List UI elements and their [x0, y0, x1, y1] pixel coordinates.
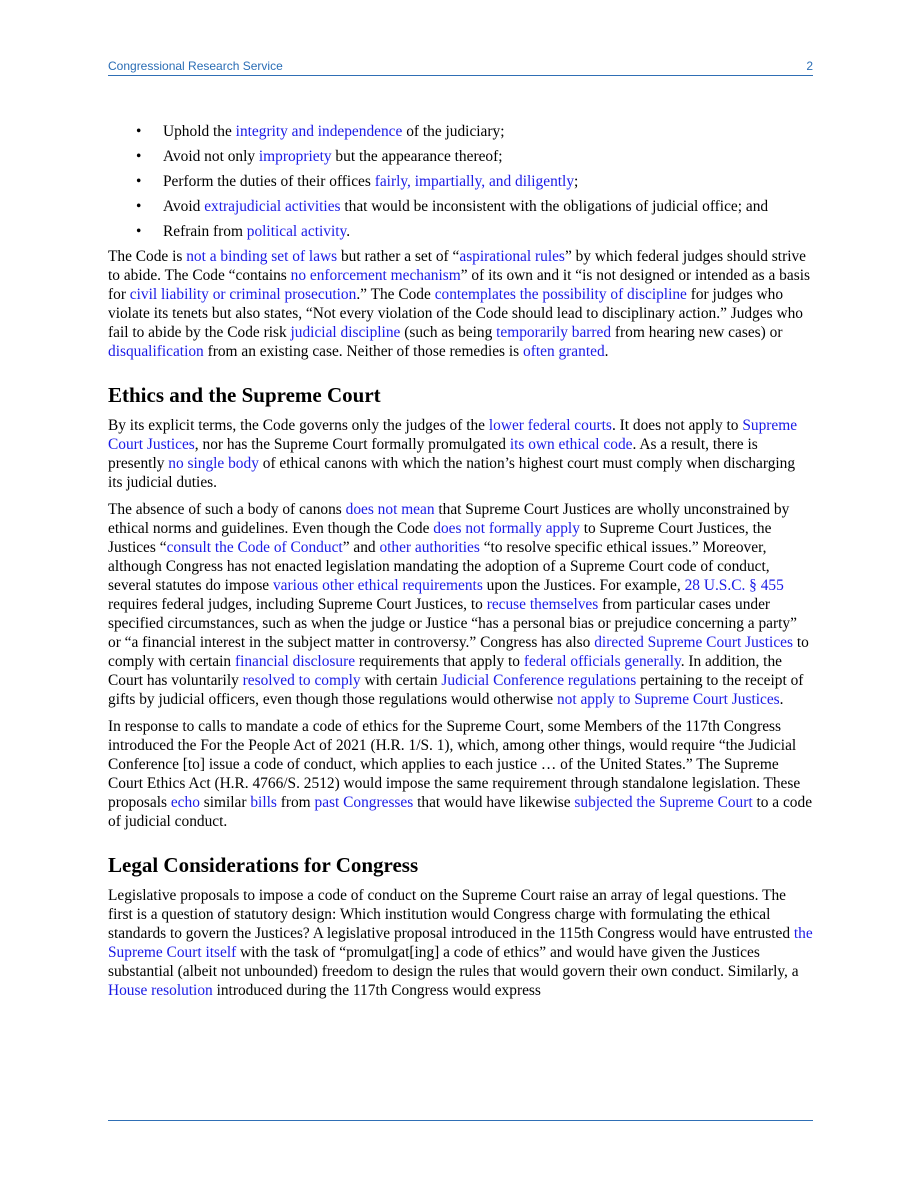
- paragraph: [108, 886, 813, 1000]
- bullet-item: [108, 222, 813, 241]
- hyperlink[interactable]: directed Supreme Court Justices: [594, 634, 793, 651]
- paragraph: [108, 500, 813, 709]
- text-run: ” and: [342, 539, 380, 556]
- sections: [108, 247, 813, 1000]
- text-run: but rather a set of “: [337, 248, 460, 265]
- text-run: .: [346, 223, 351, 240]
- hyperlink[interactable]: civil liability or criminal prosecution: [129, 286, 357, 303]
- hyperlink[interactable]: various other ethical requirements: [272, 577, 483, 594]
- text-run: introduced during the 117th Congress would express: [212, 982, 541, 999]
- hyperlink[interactable]: its own ethical code: [509, 436, 633, 453]
- hyperlink[interactable]: lower federal courts: [488, 417, 612, 434]
- bullet-item: [108, 122, 813, 141]
- text-run: to Supreme Court Justices, the Justices “: [108, 520, 772, 556]
- text-run: requirements that apply to: [355, 653, 524, 670]
- hyperlink[interactable]: no single body: [168, 455, 259, 472]
- text-run: to comply with certain: [108, 634, 809, 670]
- text-run: .: [779, 691, 784, 708]
- text-run: . In addition, the Court has voluntarily: [108, 653, 782, 689]
- text-run: ” of its own and it “is not designed or intended as a basis for: [108, 267, 810, 303]
- hyperlink[interactable]: echo: [170, 794, 200, 811]
- hyperlink[interactable]: extrajudicial activities: [204, 198, 341, 215]
- hyperlink[interactable]: fairly, impartially, and diligently: [374, 173, 575, 190]
- text-run: Refrain from: [163, 223, 247, 240]
- text-run: of ethical canons with which the nation’s highest court must comply when discharging its judicial duties.: [108, 455, 796, 491]
- text-run: Legislative proposals to impose a code of conduct on the Supreme Court raise an array of legal questions. The first is a question of statutory design: Which institution would Congress charge with formulating the ethical standards to govern the Justices? A legislative proposal introduced in the 115th Congress would have entrusted: [108, 887, 794, 942]
- hyperlink[interactable]: often granted: [523, 343, 605, 360]
- text-run: of the judiciary;: [402, 123, 505, 140]
- hyperlink[interactable]: no enforcement mechanism: [290, 267, 461, 284]
- text-run: Uphold the: [163, 123, 236, 140]
- text-run: ” by which federal judges should strive to abide. The Code “contains: [108, 248, 806, 284]
- text-run: from hearing new cases) or: [611, 324, 783, 341]
- document-body: [108, 122, 813, 1008]
- text-run: In response to calls to mandate a code of ethics for the Supreme Court, some Members of the 117th Congress introduced the For the People Act of 2021 (H.R. 1/S. 1), which, among other things, would require “the Judicial Conference [to] issue a code of conduct, which applies to each justice … of the United States.” The Supreme Court Ethics Act (H.R. 4766/S. 2512) would impose the same requirement through standalone legislation. These proposals: [108, 718, 801, 811]
- hyperlink[interactable]: past Congresses: [314, 794, 414, 811]
- hyperlink[interactable]: does not formally apply: [433, 520, 580, 537]
- hyperlink[interactable]: financial disclosure: [234, 653, 356, 670]
- text-run: pertaining to the receipt of gifts by judicial officers, even though those regulations would otherwise: [108, 672, 804, 708]
- text-run: for judges who violate its tenets but also states, “Not every violation of the Code should lead to disciplinary action.” Judges who fail to abide by the Code risk: [108, 286, 803, 341]
- page-header: [108, 57, 813, 76]
- text-run: from: [276, 794, 315, 811]
- hyperlink[interactable]: aspirational rules: [459, 248, 565, 265]
- text-run: Avoid: [163, 198, 205, 215]
- hyperlink[interactable]: not a binding set of laws: [186, 248, 338, 265]
- bullet-item: [108, 172, 813, 191]
- hyperlink[interactable]: bills: [250, 794, 277, 811]
- bullet-item: [108, 147, 813, 166]
- header-publisher: Congressional Research Service: [108, 59, 283, 73]
- hyperlink[interactable]: 28 U.S.C. § 455: [684, 577, 784, 594]
- text-run: Avoid not only: [163, 148, 259, 165]
- text-run: from an existing case. Neither of those remedies is: [203, 343, 524, 360]
- text-run: but the appearance thereof;: [331, 148, 503, 165]
- hyperlink[interactable]: impropriety: [258, 148, 332, 165]
- hyperlink[interactable]: temporarily barred: [496, 324, 612, 341]
- text-run: By its explicit terms, the Code governs only the judges of the: [108, 417, 489, 434]
- paragraph: [108, 416, 813, 492]
- hyperlink[interactable]: integrity and independence: [235, 123, 403, 140]
- footer-rule: [108, 1120, 813, 1121]
- text-run: . It does not apply to: [611, 417, 743, 434]
- hyperlink[interactable]: other authorities: [379, 539, 480, 556]
- text-run: similar: [199, 794, 251, 811]
- text-run: that would have likewise: [413, 794, 575, 811]
- text-run: , nor has the Supreme Court formally promulgated: [194, 436, 510, 453]
- text-run: requires federal judges, including Supreme Court Justices, to: [108, 596, 487, 613]
- text-run: Perform the duties of their offices: [163, 173, 375, 190]
- text-run: to a code of judicial conduct.: [108, 794, 813, 830]
- text-run: “to resolve specific ethical issues.” Moreover, although Congress has not enacted legislation mandating the adoption of a Supreme Court code of conduct, several statutes do impose: [108, 539, 770, 594]
- bullet-marker: •: [136, 148, 142, 165]
- hyperlink[interactable]: the Supreme Court itself: [108, 925, 813, 961]
- hyperlink[interactable]: political activity: [246, 223, 347, 240]
- hyperlink[interactable]: House resolution: [108, 982, 213, 999]
- hyperlink[interactable]: Supreme Court Justices: [108, 417, 798, 453]
- text-run: The absence of such a body of canons: [108, 501, 346, 518]
- hyperlink[interactable]: does not mean: [345, 501, 435, 518]
- text-run: with the task of “promulgat[ing] a code of ethics” and would have given the Justices substantial (albeit not unbounded) freedom to design the rules that would govern their own conduct. Similarly, a: [108, 944, 799, 980]
- bullet-marker: •: [136, 173, 142, 190]
- hyperlink[interactable]: not apply to Supreme Court Justices: [556, 691, 780, 708]
- hyperlink[interactable]: consult the Code of Conduct: [166, 539, 343, 556]
- paragraph: [108, 717, 813, 831]
- hyperlink[interactable]: disqualification: [108, 343, 204, 360]
- text-run: .: [604, 343, 609, 360]
- text-run: from particular cases under specified circumstances, such as when the judge or Justice “has a personal bias or prejudice concerning a party” or “a financial interest in the subject matter in controversy.” Congress has also: [108, 596, 797, 651]
- bullet-marker: •: [136, 123, 142, 140]
- text-run: ;: [574, 173, 579, 190]
- text-run: . As a result, there is presently: [108, 436, 758, 472]
- hyperlink[interactable]: subjected the Supreme Court: [574, 794, 753, 811]
- text-run: (such as being: [400, 324, 497, 341]
- text-run: upon the Justices. For example,: [482, 577, 685, 594]
- section-heading: Legal Considerations for Congress: [108, 853, 419, 877]
- hyperlink[interactable]: contemplates the possibility of discipline: [434, 286, 687, 303]
- bullet-marker: •: [136, 198, 142, 215]
- hyperlink[interactable]: federal officials generally: [523, 653, 681, 670]
- text-run: with certain: [360, 672, 442, 689]
- hyperlink[interactable]: judicial discipline: [290, 324, 401, 341]
- hyperlink[interactable]: recuse themselves: [486, 596, 599, 613]
- text-run: The Code is: [108, 248, 187, 265]
- text-run: .” The Code: [356, 286, 435, 303]
- page-number: 2: [806, 59, 813, 73]
- paragraph: [108, 247, 813, 361]
- bullet-list: [108, 122, 813, 241]
- text-run: that would be inconsistent with the obligations of judicial office; and: [340, 198, 769, 215]
- hyperlink[interactable]: resolved to comply: [242, 672, 361, 689]
- hyperlink[interactable]: Judicial Conference regulations: [441, 672, 637, 689]
- section-heading: Ethics and the Supreme Court: [108, 383, 381, 407]
- text-run: that Supreme Court Justices are wholly unconstrained by ethical norms and guidelines. Even though the Code: [108, 501, 790, 537]
- bullet-item: [108, 197, 813, 216]
- bullet-marker: •: [136, 223, 142, 240]
